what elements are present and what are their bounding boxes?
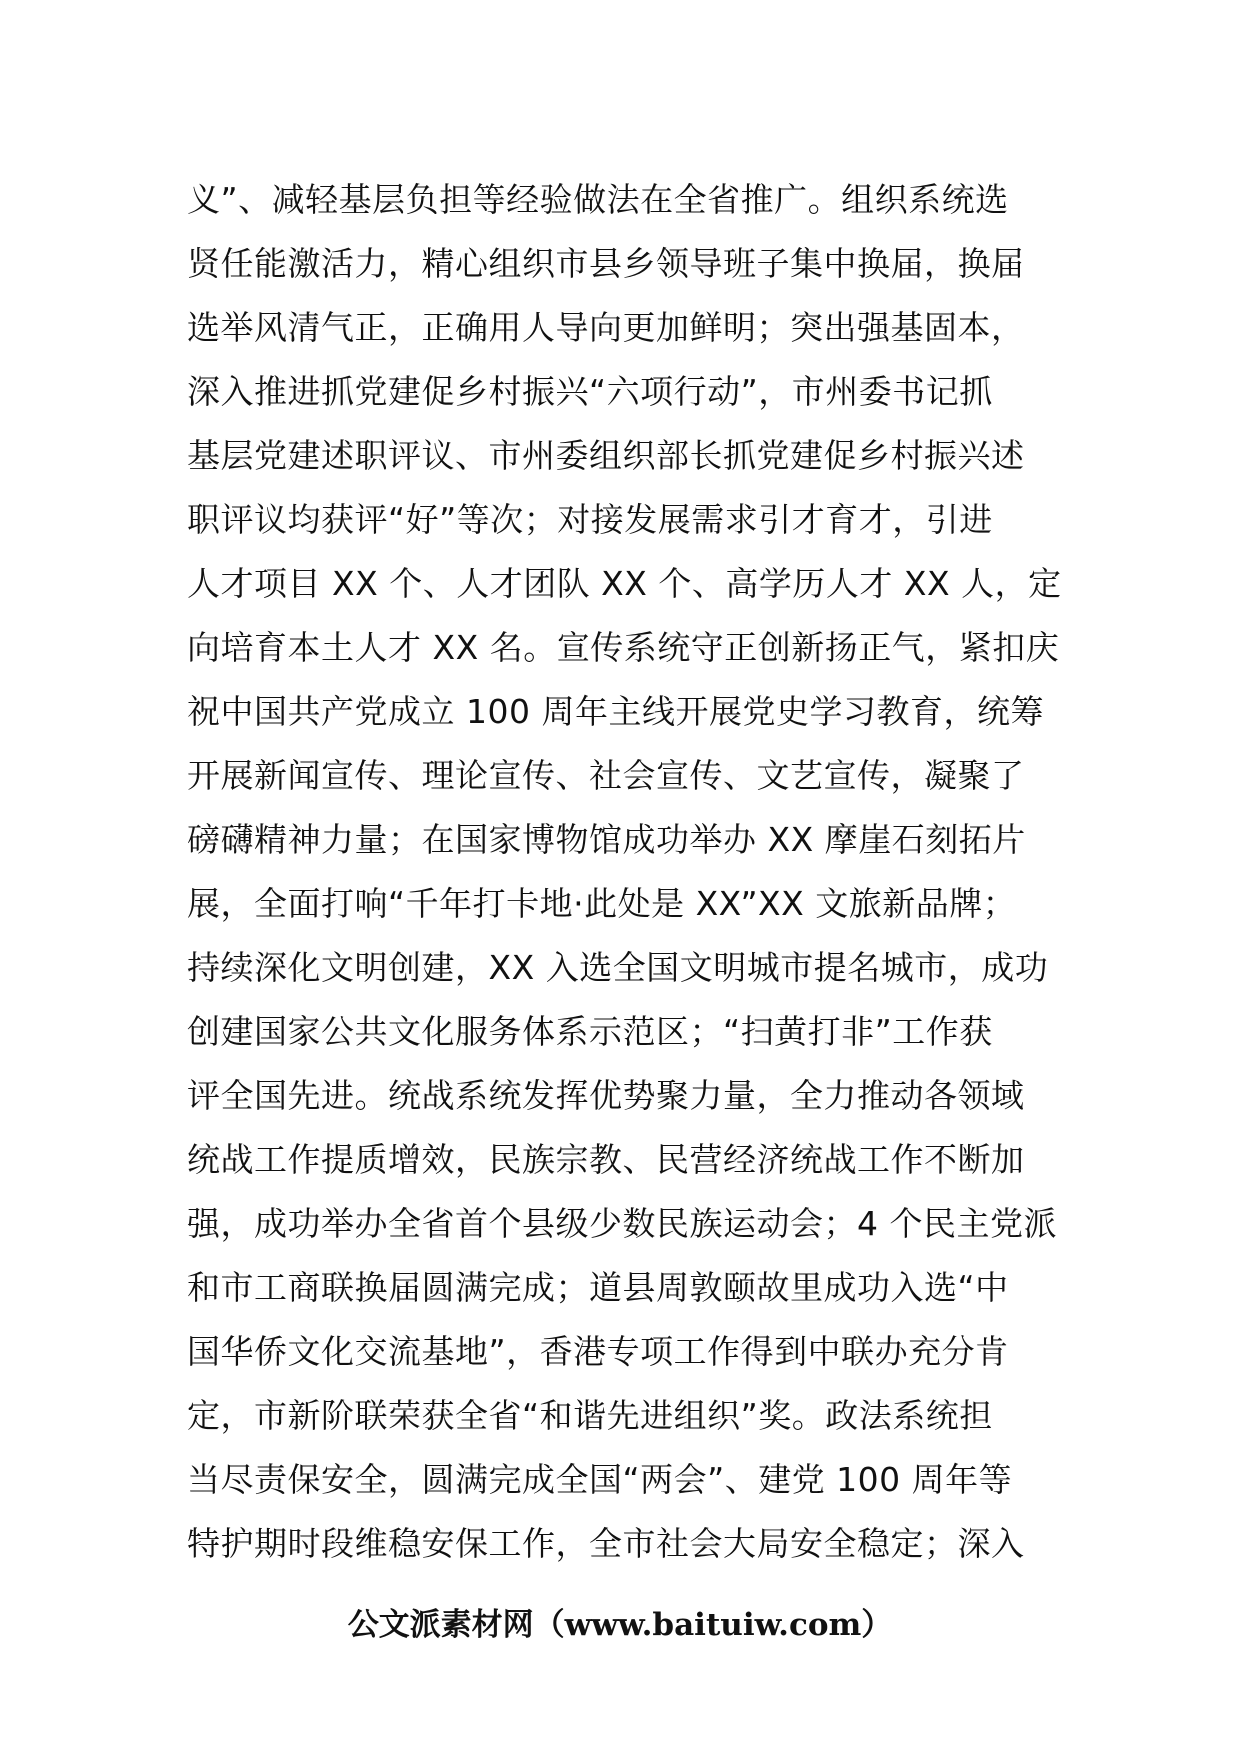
text-line: 深入推进抓党建促乡村振兴“六项行动”，市州委书记抓 <box>187 372 993 411</box>
text-line: 开展新闻宣传、理论宣传、社会宣传、文艺宣传，凝聚了 <box>187 756 1025 795</box>
body-text <box>187 168 1067 1576</box>
text-line: 祝中国共产党成立 100 周年主线开展党史学习教育，统筹 <box>187 692 1044 731</box>
text-line: 义”、减轻基层负担等经验做法在全省推广。组织系统选 <box>187 180 1009 219</box>
text-line: 统战工作提质增效，民族宗教、民营经济统战工作不断加 <box>187 1140 1025 1179</box>
text-line: 评全国先进。统战系统发挥优势聚力量，全力推动各领域 <box>187 1076 1025 1115</box>
footer-watermark: 公文派素材网（www.baituiw.com） <box>347 1607 893 1643</box>
text-line: 创建国家公共文化服务体系示范区；“扫黄打非”工作获 <box>187 1012 993 1051</box>
text-line: 磅礴精神力量；在国家博物馆成功举办 XX 摩崖石刻拓片 <box>187 820 1026 859</box>
text-line: 选举风清气正，正确用人导向更加鲜明；突出强基固本， <box>187 308 1025 347</box>
text-line: 强，成功举办全省首个县级少数民族运动会；4 个民主党派 <box>187 1204 1057 1243</box>
text-line: 贤任能激活力，精心组织市县乡领导班子集中换届，换届 <box>187 244 1025 283</box>
text-line: 和市工商联换届圆满完成；道县周敦颐故里成功入选“中 <box>187 1268 1009 1307</box>
text-line: 持续深化文明创建，XX 入选全国文明城市提名城市，成功 <box>187 948 1049 987</box>
text-line: 向培育本土人才 XX 名。宣传系统守正创新扬正气，紧扣庆 <box>187 628 1060 667</box>
text-line: 人才项目 XX 个、人才团队 XX 个、高学历人才 XX 人，定 <box>187 564 1062 603</box>
text-line: 当尽责保安全，圆满完成全国“两会”、建党 100 周年等 <box>187 1460 1013 1499</box>
text-line: 国华侨文化交流基地”，香港专项工作得到中联办充分肯 <box>187 1332 1009 1371</box>
text-line: 职评议均获评“好”等次；对接发展需求引才育才，引进 <box>187 500 993 539</box>
text-line: 定，市新阶联荣获全省“和谐先进组织”奖。政法系统担 <box>187 1396 993 1435</box>
text-line: 展，全面打响“千年打卡地·此处是 XX”XX 文旅新品牌； <box>187 884 1017 923</box>
text-line: 基层党建述职评议、市州委组织部长抓党建促乡村振兴述 <box>187 436 1025 475</box>
text-line: 特护期时段维稳安保工作，全市社会大局安全稳定；深入 <box>187 1524 1025 1563</box>
